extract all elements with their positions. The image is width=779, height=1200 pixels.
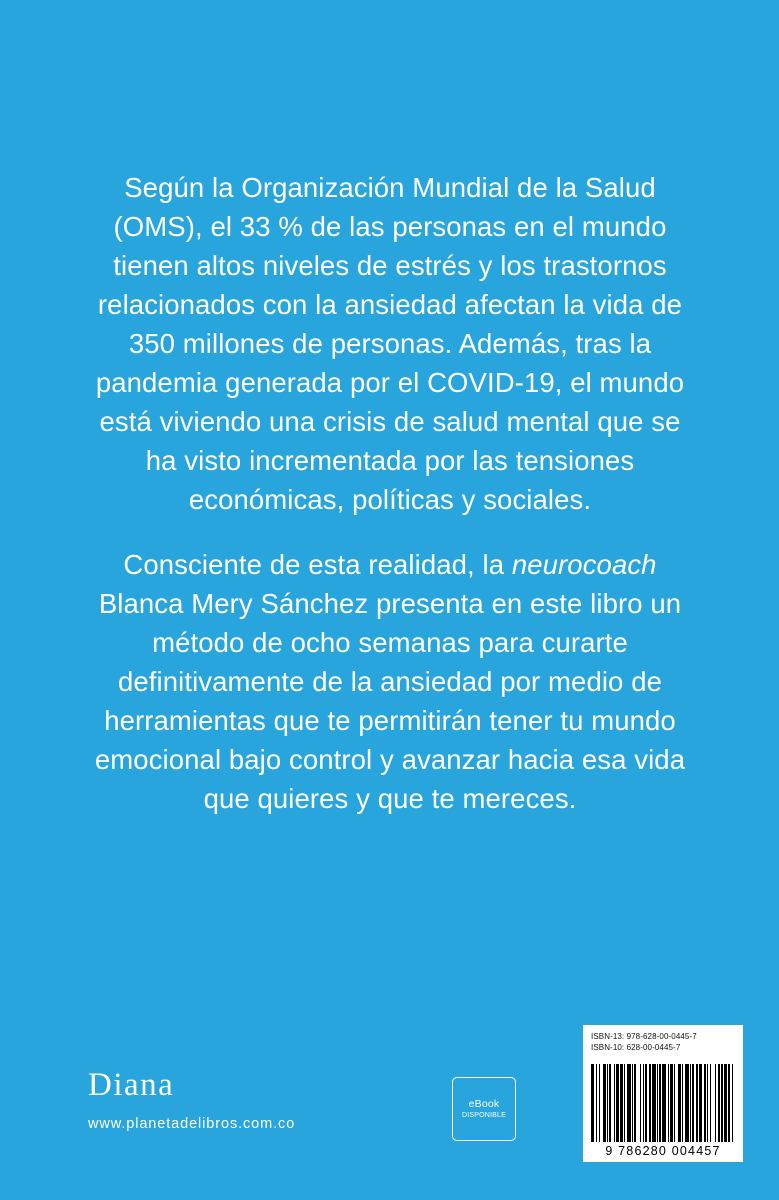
blurb-paragraph-2-lead: Consciente de esta realidad, la (123, 549, 512, 580)
publisher-logo-diana: Diana (88, 1067, 175, 1103)
ebook-available-badge (452, 1077, 516, 1141)
barcode-number-text: 9 786280 004457 (605, 1144, 721, 1158)
blurb-italic-term: neurocoach (511, 549, 657, 580)
blurb-text-block (84, 168, 696, 818)
isbn-barcode-block (583, 1025, 743, 1162)
barcode-graphic (591, 1057, 735, 1142)
blurb-paragraph-1: Según la Organización Mundial de la Salud (OMS), el 33 % de las personas en el mundo tienen altos niveles de estrés y los trastornos relacionados con la ansiedad afectan la vida de 350 millones de personas. Además, tras la pandemia generada por el COVID-19, el mundo está viviendo una crisis de salud mental que se ha visto incrementada por las tensiones económicas, políticas y sociales. (95, 172, 685, 515)
publisher-website[interactable]: www.planetadelibros.com.co (88, 1116, 296, 1132)
ebook-badge-label: eBook (468, 1097, 500, 1110)
isbn-10-text: ISBN-10: 628-00-0445-7 (591, 1043, 681, 1052)
publisher-imprint (88, 1069, 418, 1132)
ebook-badge-sublabel: DISPONIBLE (461, 1112, 506, 1119)
blurb-paragraph-2 (84, 545, 696, 818)
blurb-paragraph-2-rest: Blanca Mery Sánchez presenta en este libro un método de ocho semanas para curarte definitivamente de la ansiedad por medio de herramientas que te permitirán tener tu mundo emocional bajo control y avanzar hacia esa vida que quieres y que te mereces. (94, 588, 686, 814)
isbn-13-text: ISBN-13: 978-628-00-0445-7 (591, 1032, 697, 1041)
barcode-bar (733, 1064, 735, 1142)
